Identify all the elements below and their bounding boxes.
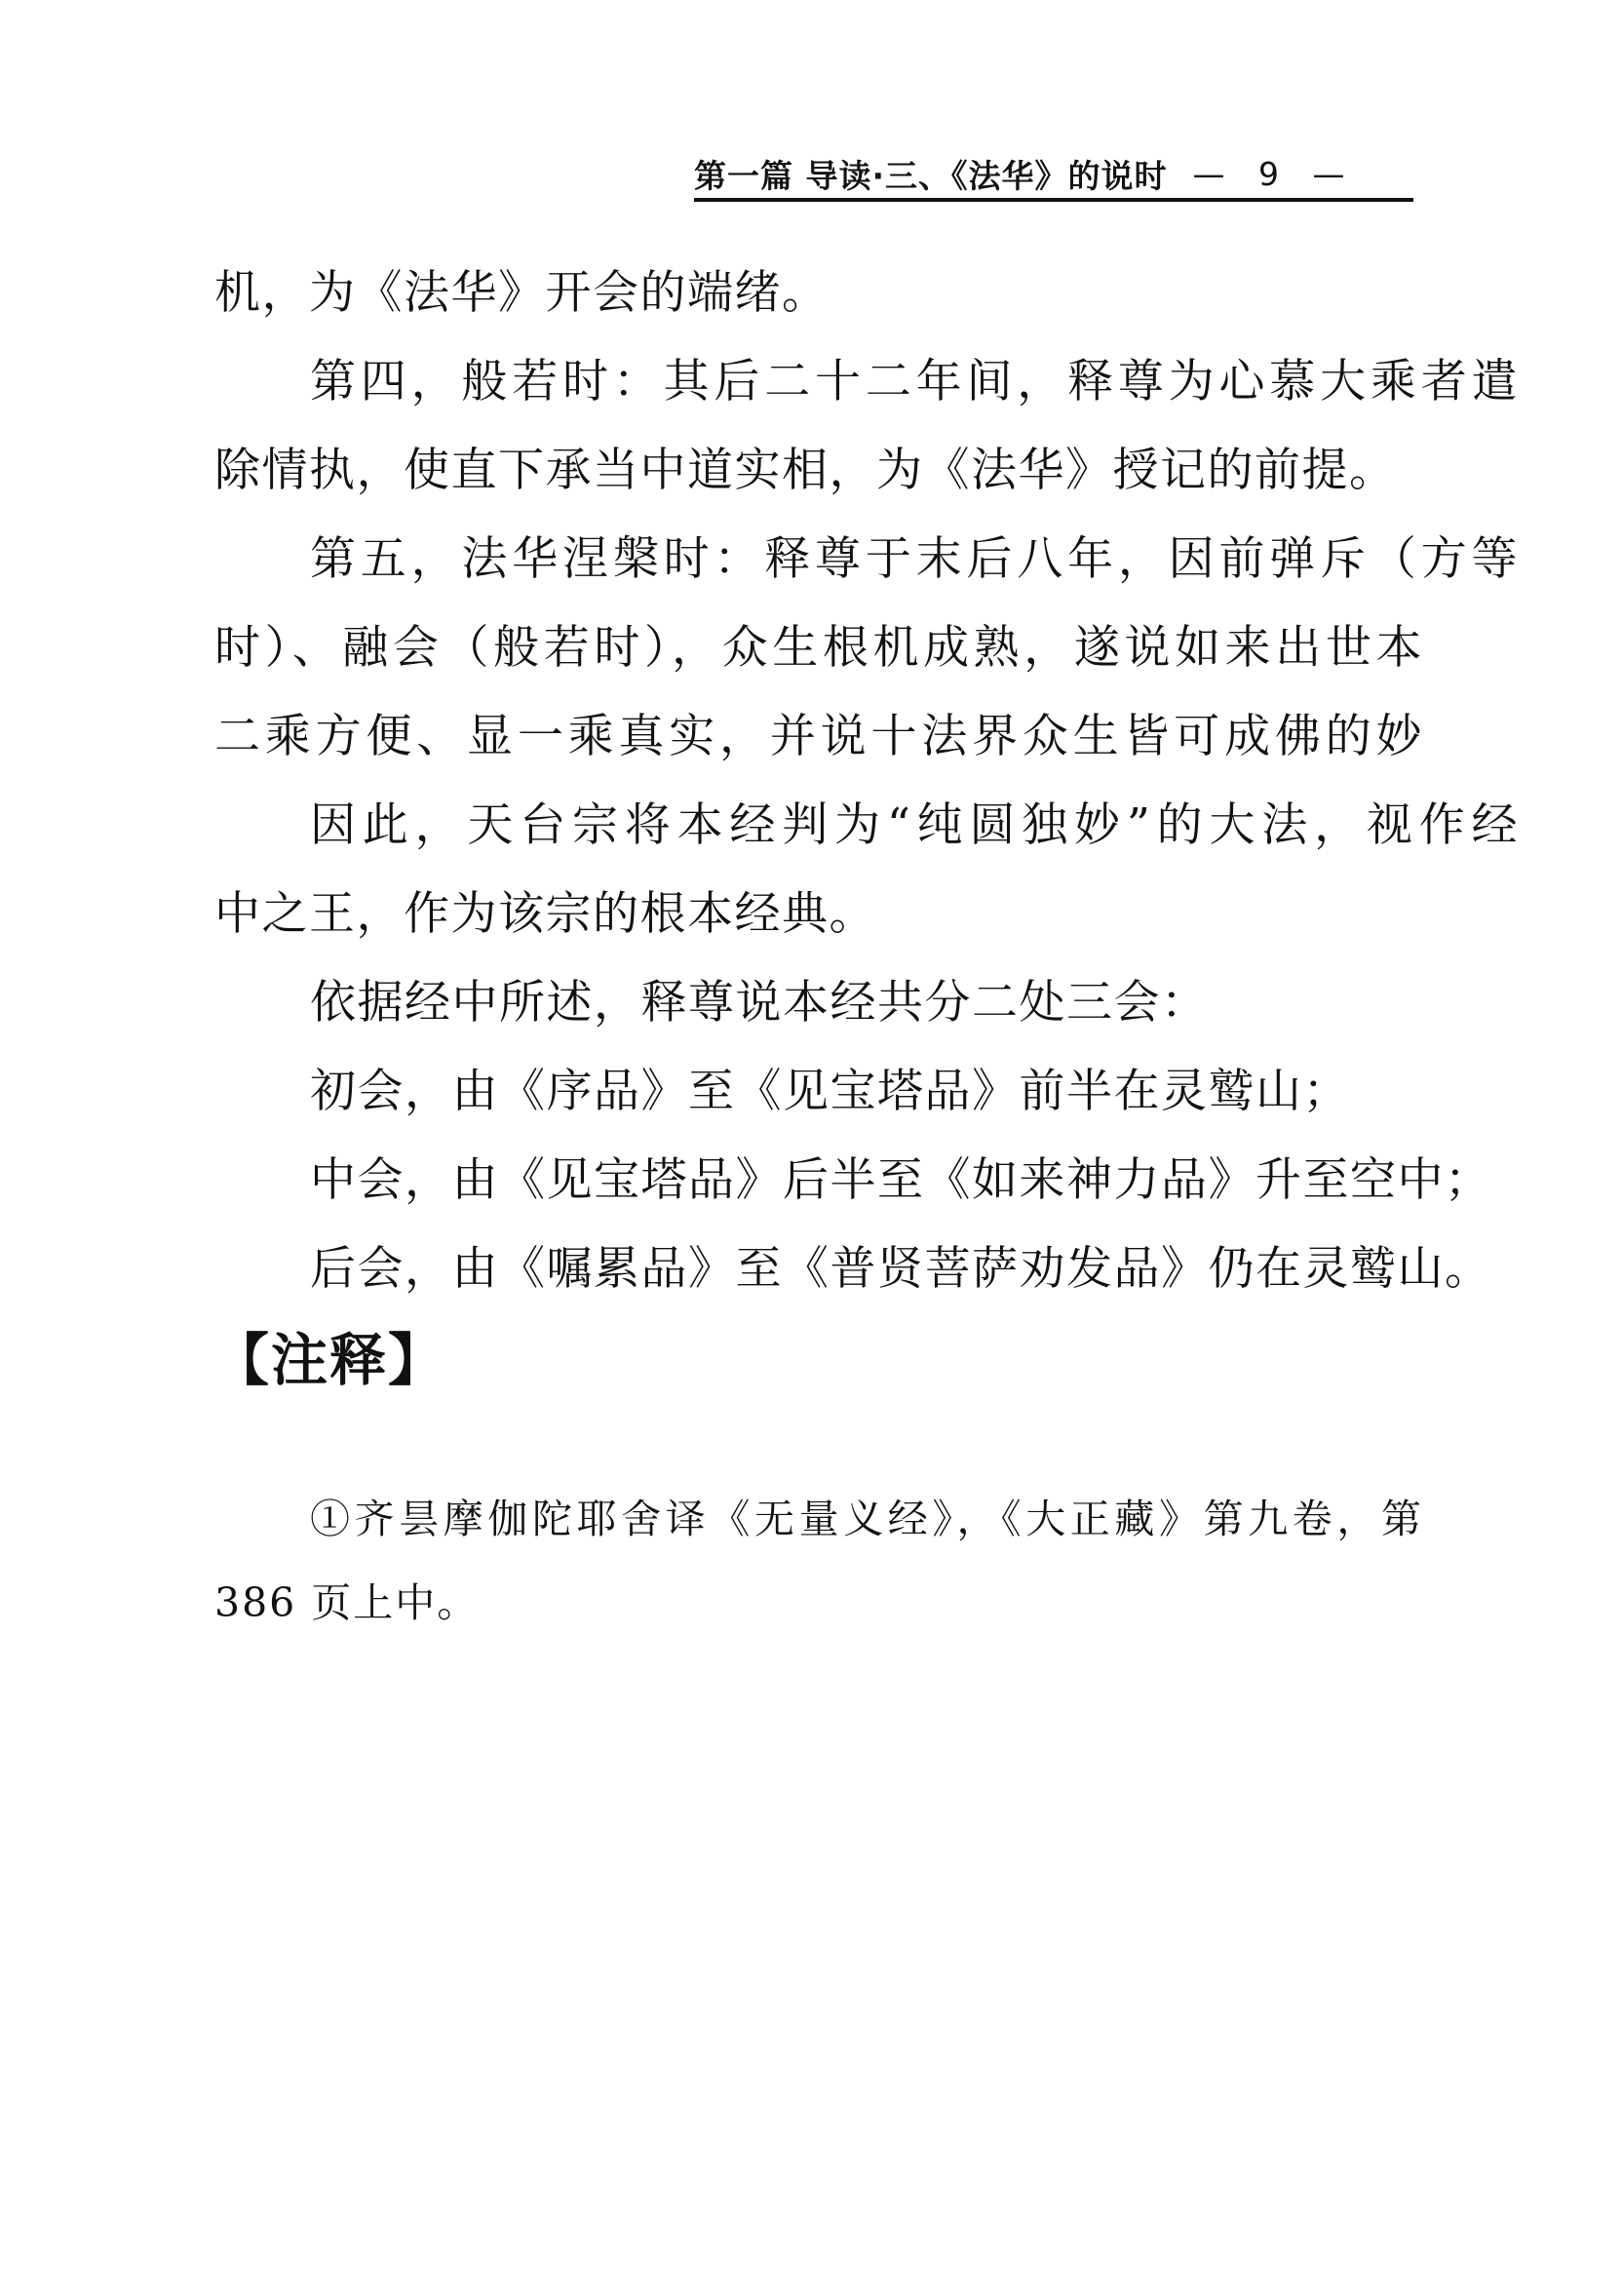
note-line: 386 页上中。 [214,1579,480,1626]
paragraph-line: 二乘方便、显一乘真实，并说十法界众生皆可成佛的妙 [214,710,1423,763]
paragraph-line: 中会，由《见宝塔品》后半至《如来神力品》升至空中； [310,1153,1492,1207]
paragraph-line: 时）、融会（般若时），众生根机成熟，遂说如来出世本 [214,621,1423,675]
paragraph-line: 后会，由《嘱累品》至《普贤菩萨劝发品》仍在灵鹫山。 [310,1242,1492,1296]
running-header [694,149,1413,198]
paragraph-line: 除情执，使直下承当中道实相，为《法华》授记的前提。 [214,444,1397,497]
body-text [214,249,1519,1313]
paragraph-line: 第五，法华涅槃时：释尊于末后八年，因前弹斥（方等 [310,532,1519,586]
notes [214,1477,1423,1645]
note-line: ①齐昙摩伽陀耶舍译《无量义经》，《大正藏》第九卷，第 [310,1496,1423,1542]
paragraph-line: 第四，般若时：其后二十二年间，释尊为心慕大乘者遣 [310,355,1519,409]
paragraph-line: 机，为《法华》开会的端绪。 [214,266,830,320]
paragraph-line: 依据经中所述，释尊说本经共分二处三会： [310,976,1209,1030]
header-rule [694,198,1413,202]
running-header-title: 第一篇 导读·三、《法华》的说时 [694,156,1168,195]
page-number: — 9 — [1192,154,1357,193]
paragraph-line: 因此，天台宗将本经判为“纯圆独妙”的大法，视作经 [310,798,1519,852]
notes-heading: 【注释】 [212,1327,447,1393]
paragraph-line: 中之王，作为该宗的根本经典。 [214,887,876,941]
paragraph-line: 初会，由《序品》至《见宝塔品》前半在灵鹫山； [310,1065,1350,1118]
